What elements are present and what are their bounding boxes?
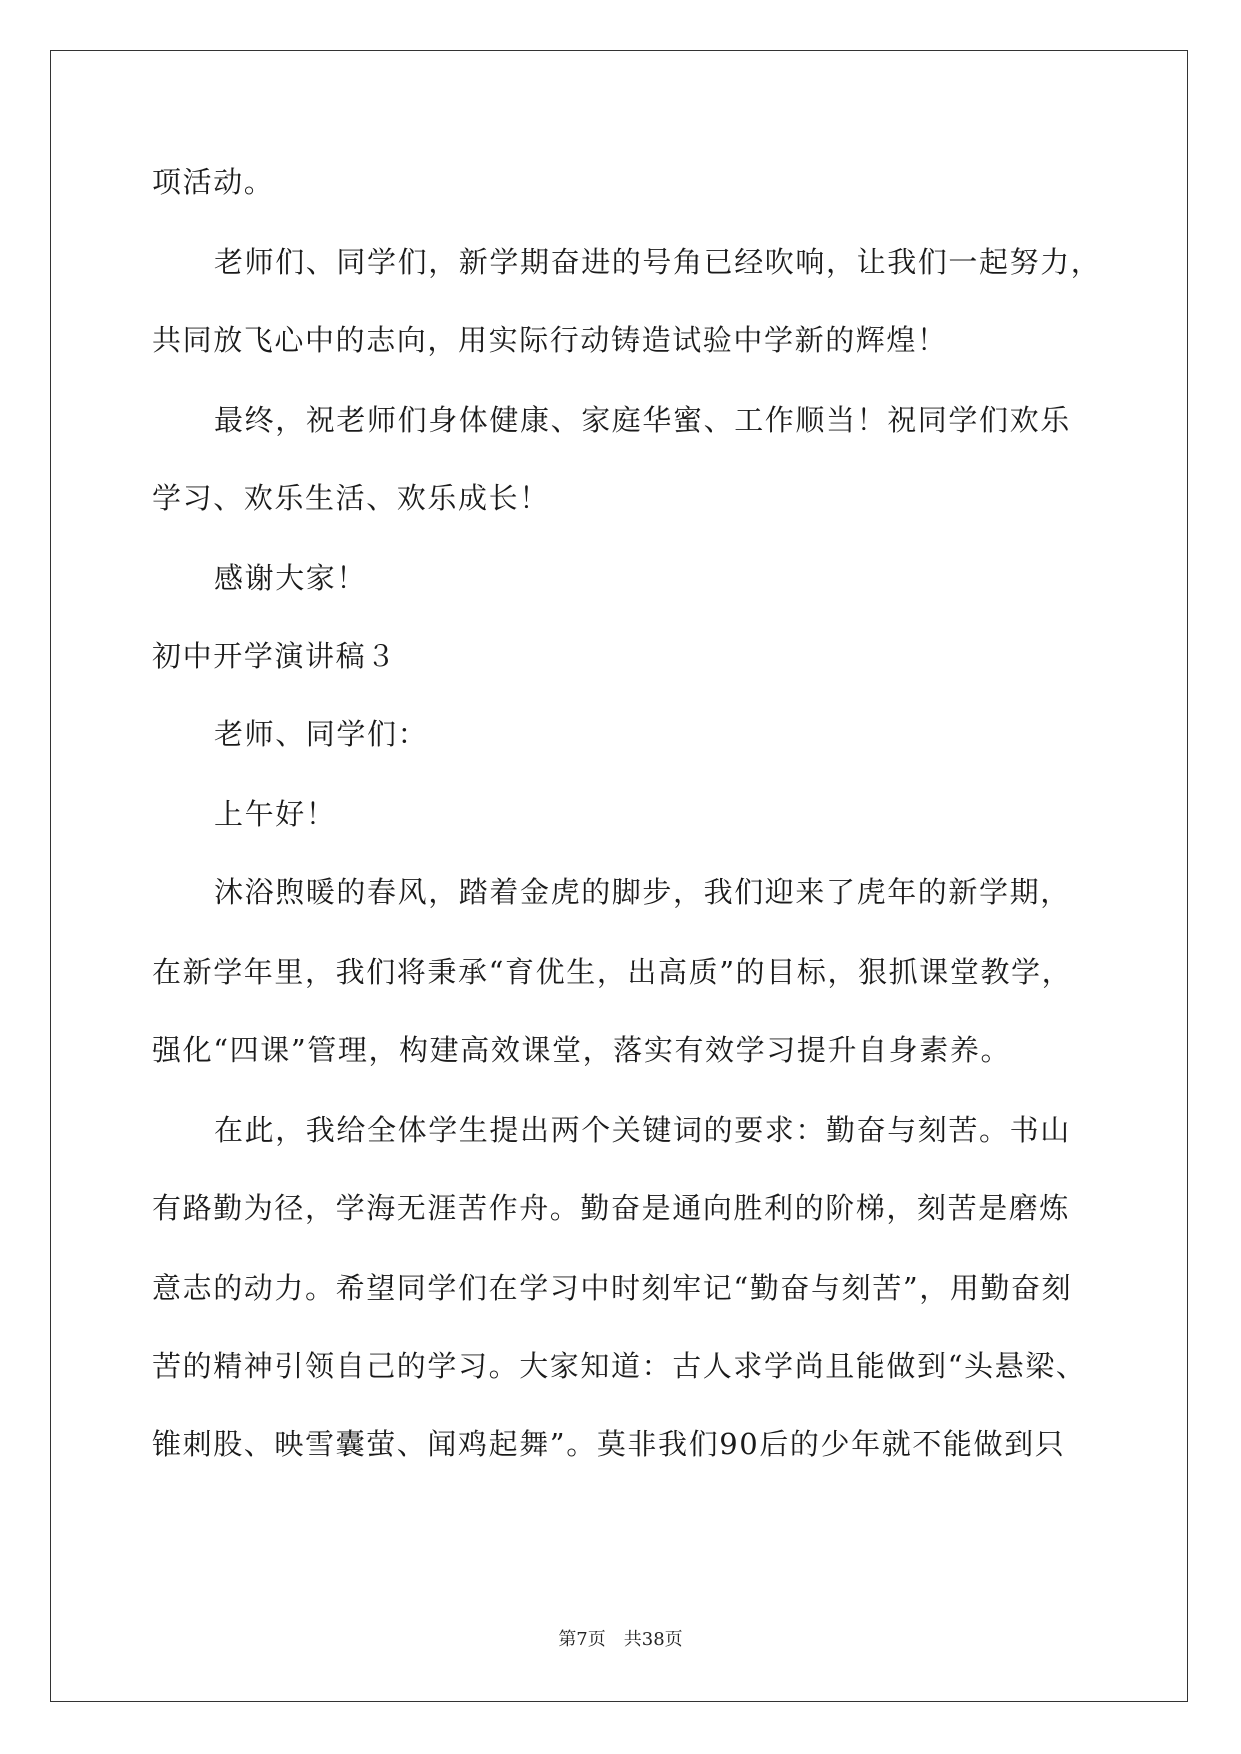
text-line: 苦的精神引领自己的学习。大家知道：古人求学尚且能做到“头悬梁、 — [152, 1349, 1087, 1383]
text-line: 有路勤为径，学海无涯苦作舟。勤奋是通向胜利的阶梯，刻苦是磨炼 — [152, 1191, 1071, 1225]
text-line: 强化“四课”管理，构建高效课堂，落实有效学习提升自身素养。 — [152, 1033, 1012, 1067]
text-line: 项活动。 — [152, 165, 275, 199]
page-footer — [0, 1625, 1241, 1651]
text-line: 共同放飞心中的志向，用实际行动铸造试验中学新的辉煌！ — [152, 323, 948, 357]
text-line: 意志的动力。希望同学们在学习中时刻牢记“勤奋与刻苦”，用勤奋刻 — [152, 1271, 1073, 1305]
text-line: 在新学年里，我们将秉承“育优生，出高质”的目标，狠抓课堂教学， — [152, 955, 1073, 989]
section-title: 初中开学演讲稿３ — [152, 639, 397, 673]
paragraph-line: 最终，祝老师们身体健康、家庭华蜜、工作顺当！祝同学们欢乐 — [214, 403, 1071, 437]
salutation: 老师、同学们： — [214, 717, 429, 751]
paragraph-line: 在此，我给全体学生提出两个关键词的要求：勤奋与刻苦。书山 — [214, 1113, 1071, 1147]
page-number: 第7页 共38页 — [558, 1629, 683, 1650]
paragraph-line: 感谢大家！ — [214, 561, 368, 595]
greeting: 上午好！ — [214, 797, 337, 831]
paragraph-line: 老师们、同学们，新学期奋进的号角已经吹响，让我们一起努力， — [214, 245, 1102, 279]
text-line: 学习、欢乐生活、欢乐成长！ — [152, 481, 550, 515]
text-line: 锥刺股、映雪囊萤、闻鸡起舞”。莫非我们90后的少年就不能做到只 — [152, 1427, 1066, 1461]
paragraph-line: 沐浴煦暖的春风，踏着金虎的脚步，我们迎来了虎年的新学期， — [214, 875, 1071, 909]
